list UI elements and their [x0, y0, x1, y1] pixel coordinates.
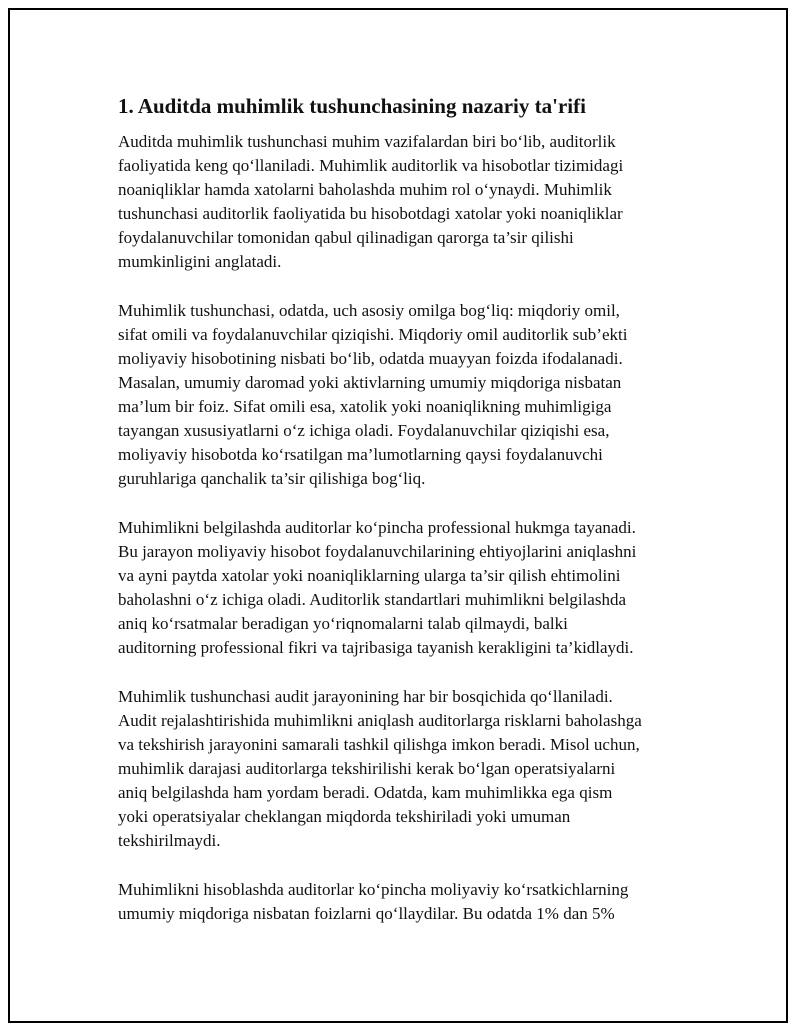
paragraph-4 — [118, 685, 708, 853]
paragraph-1 — [118, 130, 708, 274]
text-line: muhimlik darajasi auditorlarga tekshirilishi kerak bo‘lgan operatsiyalarni — [118, 759, 616, 778]
text-line: Muhimlikni hisoblashda auditorlar ko‘pincha moliyaviy ko‘rsatkichlarning — [118, 880, 629, 899]
text-line: ma’lum bir foiz. Sifat omili esa, xatolik yoki noaniqlikning muhimligiga — [118, 397, 612, 416]
text-line: faoliyatida keng qo‘llaniladi. Muhimlik auditorlik va hisobotlar tizimidagi — [118, 156, 624, 175]
text-line: noaniqliklar hamda xatolarni baholashda muhim rol o‘ynaydi. Muhimlik — [118, 180, 612, 199]
section-title: 1. Auditda muhimlik tushunchasining nazariy ta'rifi — [118, 94, 586, 118]
text-line: tushunchasi auditorlik faoliyatida bu hisobotdagi xatolar yoki noaniqliklar — [118, 204, 623, 223]
text-line: tayangan xususiyatlarni o‘z ichiga oladi. Foydalanuvchilar qiziqishi esa, — [118, 421, 610, 440]
text-line: aniq belgilashda ham yordam beradi. Odatda, kam muhimlikka ega qism — [118, 783, 613, 802]
text-line: Masalan, umumiy daromad yoki aktivlarning umumiy miqdoriga nisbatan — [118, 373, 622, 392]
text-line: umumiy miqdoriga nisbatan foizlarni qo‘llaydilar. Bu odatda 1% dan 5% — [118, 904, 615, 923]
text-line: Bu jarayon moliyaviy hisobot foydalanuvchilarining ehtiyojlarini aniqlashni — [118, 542, 637, 561]
text-line: Muhimlik tushunchasi audit jarayonining har bir bosqichida qo‘llaniladi. — [118, 687, 613, 706]
paragraph-3 — [118, 516, 708, 660]
text-line: mumkinligini anglatadi. — [118, 252, 282, 271]
text-line: sifat omili va foydalanuvchilar qiziqishi. Miqdoriy omil auditorlik sub’ekti — [118, 325, 628, 344]
text-line: foydalanuvchilar tomonidan qabul qilinadigan qarorga ta’sir qilishi — [118, 228, 574, 247]
text-line: Muhimlikni belgilashda auditorlar ko‘pincha professional hukmga tayanadi. — [118, 518, 636, 537]
text-line: va ayni paytda xatolar yoki noaniqliklarning ularga ta’sir qilish ehtimolini — [118, 566, 621, 585]
text-line: tekshirilmaydi. — [118, 831, 221, 850]
text-line: va tekshirish jarayonini samarali tashkil qilishga imkon beradi. Misol uchun, — [118, 735, 640, 754]
text-line: baholashni o‘z ichiga oladi. Auditorlik standartlari muhimlikni belgilashda — [118, 590, 627, 609]
paragraph-2 — [118, 299, 708, 491]
text-line: Muhimlik tushunchasi, odatda, uch asosiy omilga bog‘liq: miqdoriy omil, — [118, 301, 620, 320]
text-line: Audit rejalashtirishida muhimlikni aniqlash auditorlarga risklarni baholashga — [118, 711, 642, 730]
text-line: aniq ko‘rsatmalar beradigan yo‘riqnomalarni talab qilmaydi, balki — [118, 614, 568, 633]
text-line: yoki operatsiyalar cheklangan miqdorda tekshiriladi yoki umuman — [118, 807, 571, 826]
text-line: guruhlariga qanchalik ta’sir qilishiga bog‘liq. — [118, 469, 426, 488]
text-line: auditorning professional fikri va tajribasiga tayanish kerakligini ta’kidlaydi. — [118, 638, 634, 657]
paragraph-5 — [118, 878, 708, 926]
text-line: moliyaviy hisobotining nisbati bo‘lib, odatda muayyan foizda ifodalanadi. — [118, 349, 623, 368]
text-line: Auditda muhimlik tushunchasi muhim vazifalardan biri bo‘lib, auditorlik — [118, 132, 616, 151]
document-body — [118, 92, 708, 951]
text-line: moliyaviy hisobotda ko‘rsatilgan ma’lumotlarning qaysi foydalanuvchi — [118, 445, 603, 464]
